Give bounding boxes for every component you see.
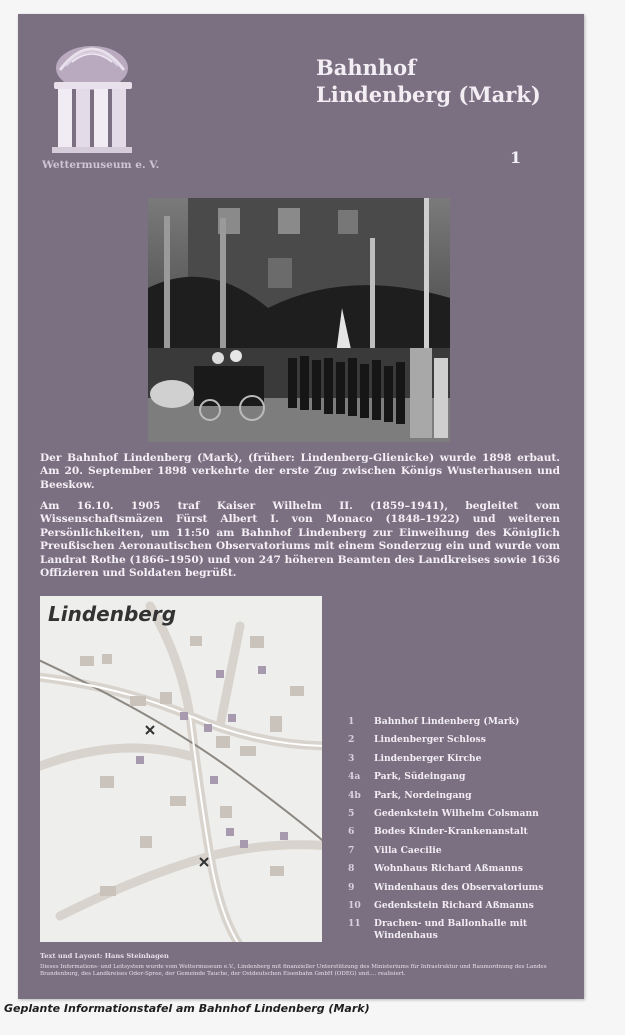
legend-item: 4a Park, Südeingang <box>348 771 466 783</box>
legend-item: 1 Bahnhof Lindenberg (Mark) <box>348 716 520 727</box>
legend-item: 6 Bodes Kinder-Krankenanstalt <box>348 826 528 838</box>
legend-item: 11 Drachen- und Ballonhalle mit Windenhaus <box>348 918 528 942</box>
museum-columns-logo-icon <box>44 30 140 160</box>
historic-photo <box>148 198 450 442</box>
title-line-1: Bahnhof <box>316 55 417 80</box>
legend-item: 3 Lindenberger Kirche <box>348 752 482 764</box>
map-title: Lindenberg <box>48 602 177 626</box>
legend-item: 4b Park, Nordeingang <box>348 789 472 801</box>
title-line-2: Lindenberg (Mark) <box>316 82 541 107</box>
legend-item: 9 Windenhaus des Observatoriums <box>348 881 544 893</box>
village-map <box>40 596 322 942</box>
layout-credit: Text und Layout: Hans Steinhagen <box>40 952 169 960</box>
map-legend <box>348 716 544 942</box>
funding-note: Dieses Informations- und Leitsystem wurde vom Wettermuseum e.V., Lindenberg mit finanzieller Unterstützung des Ministeriums für Infrastruktur und Raumordnung des Landes Brandenburg, des Landkreises Oder-Spree, der Gemeinde Tauche, der Ostdeutschen Eisenbahn GmbH (ODEG) und.... realisiert. <box>40 964 547 977</box>
image-caption: Geplante Informationstafel am Bahnhof Lindenberg (Mark) <box>4 1002 370 1015</box>
legend-item: 7 Villa Caecilie <box>348 844 442 856</box>
board-title <box>316 54 541 108</box>
paragraph-emperor-visit: Am 16.10. 1905 traf Kaiser Wilhelm II. (1859–1941), begleitet vom Wissenschaftsmäzen Fürst Albert I. von Monaco (1848–1922) und weiteren Persönlichkeiten, um 11:50 am Bahnhof Lindenberg zur Einweihung des Königlich Preußischen Aeronautischen Observatoriums mit einem Sonderzug ein und wurde vom Landrat Rothe (1866–1950) und von 247 höheren Beamten des Landkreises sowie 1636 Offizieren und Soldaten begrüßt. <box>40 500 560 580</box>
station-number: 1 <box>510 148 522 167</box>
legend-item: 10 Gedenkstein Richard Aßmanns <box>348 899 534 911</box>
info-board <box>18 14 584 999</box>
legend-item: 5 Gedenkstein Wilhelm Colsmann <box>348 807 539 819</box>
legend-item: 8 Wohnhaus Richard Aßmanns <box>348 863 523 875</box>
paragraph-history: Der Bahnhof Lindenberg (Mark), (früher: Lindenberg-Glienicke) wurde 1898 erbaut. Am 20. September 1898 verkehrte der erste Zug zwischen Königs Wusterhausen und Beeskow. <box>40 452 560 491</box>
legend-item: 2 Lindenberger Schloss <box>348 734 486 746</box>
map-graphic <box>40 596 322 942</box>
organization-name: Wettermuseum e. V. <box>42 159 160 171</box>
